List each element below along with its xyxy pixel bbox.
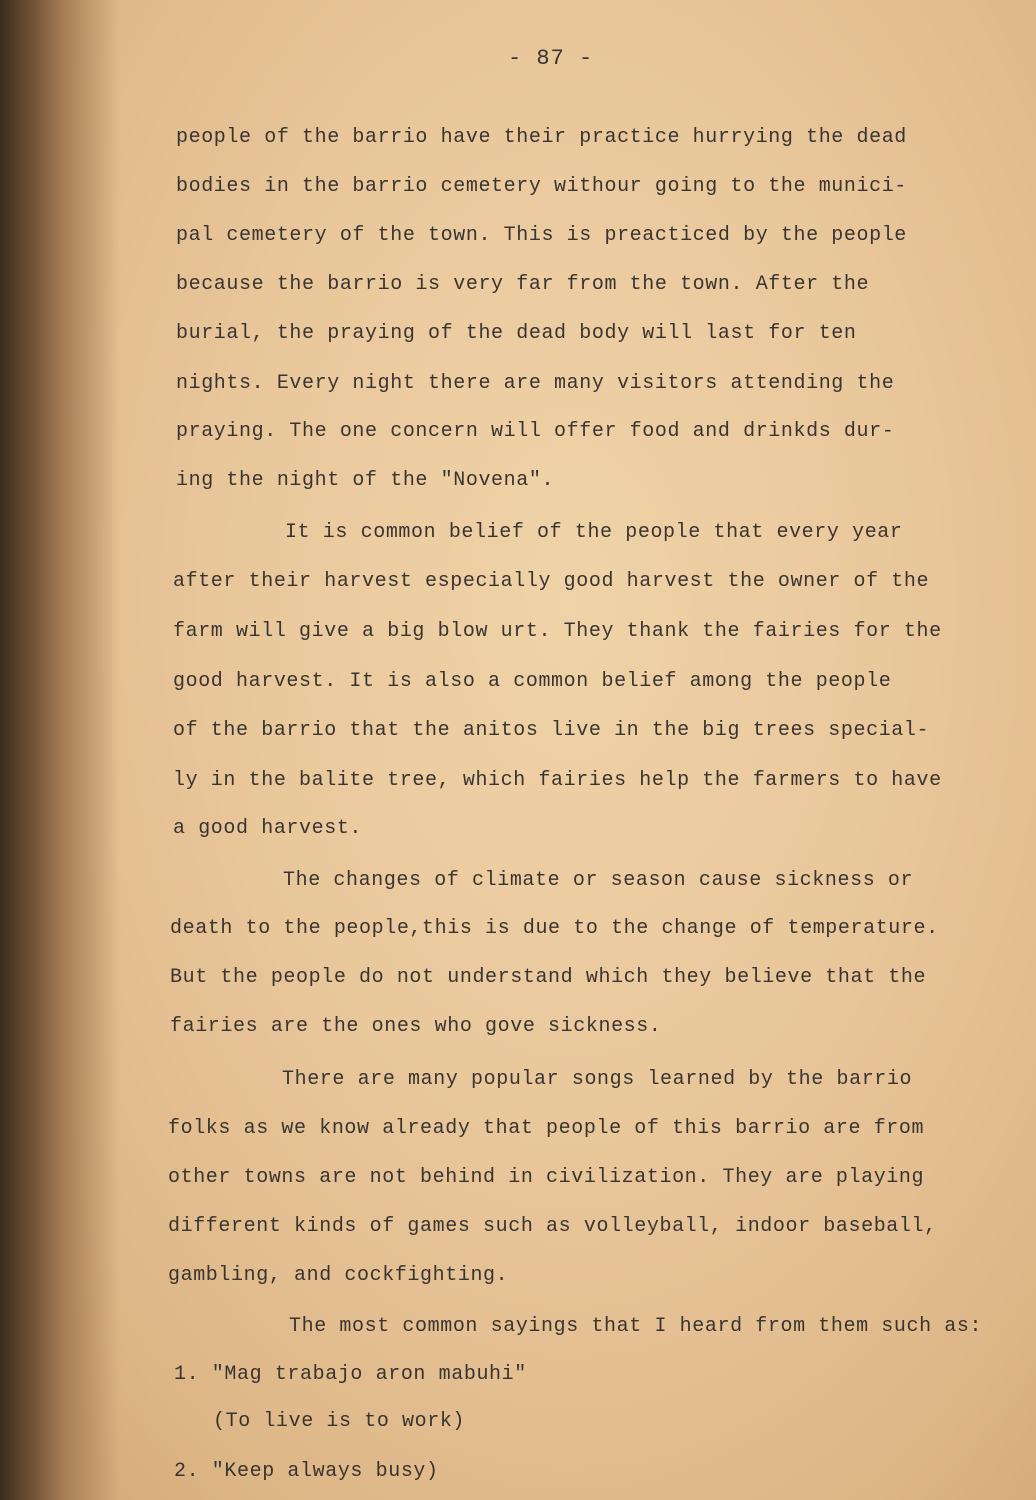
body-line: farm will give a big blow urt. They thank the fairies for the — [173, 620, 942, 643]
body-line: burial, the praying of the dead body will last for ten — [176, 322, 857, 345]
paragraph-start-line: There are many popular songs learned by the barrio — [282, 1068, 913, 1091]
body-line: good harvest. It is also a common belief among the people — [173, 670, 892, 693]
paragraph-start-line: The most common sayings that I heard from them such as: — [289, 1315, 983, 1338]
body-line: folks as we know already that people of this barrio are from — [168, 1117, 925, 1140]
paragraph-start-line: It is common belief of the people that every year — [285, 521, 903, 544]
page-binding-shadow — [0, 0, 120, 1500]
body-line: of the barrio that the anitos live in the big trees special- — [173, 719, 930, 742]
page-number: - 87 - — [508, 46, 594, 71]
body-line: nights. Every night there are many visitors attending the — [176, 372, 895, 395]
body-line: different kinds of games such as volleyball, indoor baseball, — [168, 1215, 937, 1238]
body-line: a good harvest. — [173, 817, 363, 840]
body-line: death to the people,this is due to the change of temperature. — [170, 917, 939, 940]
body-line: fairies are the ones who gove sickness. — [170, 1015, 662, 1038]
saying-item: 2. "Keep always busy) — [174, 1460, 439, 1483]
body-line: But the people do not understand which they believe that the — [170, 966, 927, 989]
body-line: ly in the balite tree, which fairies help the farmers to have — [173, 769, 942, 792]
body-line: bodies in the barrio cemetery withour going to the munici- — [176, 175, 907, 198]
body-line: other towns are not behind in civilization. They are playing — [168, 1166, 925, 1189]
body-line: pal cemetery of the town. This is preacticed by the people — [176, 224, 907, 247]
saying-translation: (To live is to work) — [213, 1410, 466, 1433]
body-line: because the barrio is very far from the town. After the — [176, 273, 870, 296]
body-line: praying. The one concern will offer food and drinkds dur- — [176, 420, 895, 443]
saying-item: 1. "Mag trabajo aron mabuhi" — [174, 1363, 527, 1386]
body-line: after their harvest especially good harvest the owner of the — [173, 570, 930, 593]
body-line: people of the barrio have their practice hurrying the dead — [176, 126, 907, 149]
body-line: ing the night of the "Novena". — [176, 469, 555, 492]
paragraph-start-line: The changes of climate or season cause sickness or — [283, 869, 914, 892]
body-line: gambling, and cockfighting. — [168, 1264, 509, 1287]
